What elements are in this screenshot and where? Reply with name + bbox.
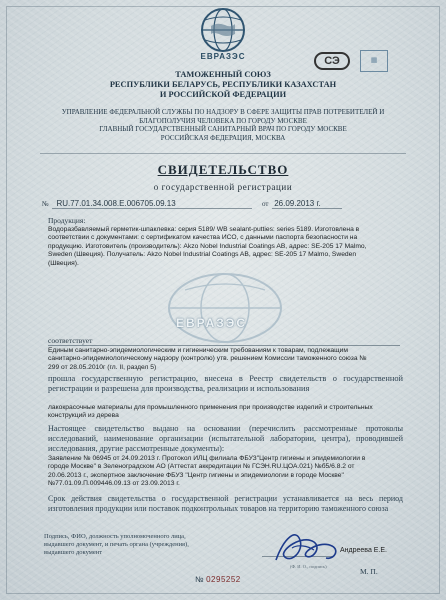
date-underline — [272, 208, 342, 209]
sanitary-mark: СЭ — [314, 52, 350, 70]
authority-line: РОССИЙСКАЯ ФЕДЕРАЦИЯ, МОСКВА — [160, 133, 286, 142]
watermark-word: ЕВРАЗЭС — [176, 316, 248, 330]
product-line: Водоразбавляемый герметик-шпаклевка: серия 5189/ WB sealant-putties: series 5189. Изготовлена в — [48, 226, 360, 233]
basis-line: городе Москве" в Зеленоградском АО (Аттестат аккредитации № ГСЭН.RU.ЦОА.021) №б5/6.8.2 от — [48, 463, 355, 471]
number-underline — [52, 208, 252, 209]
registration-number — [42, 199, 176, 208]
authority-line: ГЛАВНЫЙ ГОСУДАРСТВЕННЫЙ САНИТАРНЫЙ ВРАЧ ПО ГОРОДУ МОСКВЕ — [99, 125, 347, 134]
validity-statement: Срок действия свидетельства о государственной регистрации устанавливается на весь период изготовления продукции или поставок подконтрольных товаров на территорию таможенного союза — [48, 494, 403, 513]
document-subtitle: о государственной регистрации — [153, 182, 293, 192]
signatory-caption — [44, 533, 219, 557]
union-line: И РОССИЙСКОЙ ФЕДЕРАЦИИ — [159, 90, 287, 99]
conformity-requirements — [48, 347, 400, 372]
conformity-label: соответствует — [48, 336, 93, 345]
stamp-place-label: М. П. — [360, 567, 378, 576]
product-line: соответствии с документами: с сертификатом качества ИСО, с данными паспорта безопасности на — [48, 234, 358, 242]
eurasec-logo — [191, 6, 255, 64]
registry-statement: прошла государственную регистрацию, внесена в Реестр свидетельств о государственной регистрации и разрешена для производства, реализации и использования — [48, 374, 403, 393]
signer-caption: (Ф. И. О., подпись) — [290, 564, 327, 569]
form-serial-number — [195, 575, 241, 584]
signatory-line: Подпись, ФИО, должность уполномоченного лица, — [44, 533, 186, 540]
requirement-line: Единым санитарно-эпидемиологическим и гигиеническим требованиям к товарам, подлежащим — [48, 347, 348, 354]
requirement-line: 299 от 28.05.2010г (гл. II, раздел 5) — [48, 363, 157, 371]
conformity-rule — [48, 345, 400, 346]
signatory-line: выдавшего документ — [44, 549, 103, 556]
number-label: № — [42, 200, 49, 208]
union-line: ТАМОЖЕННЫЙ СОЮЗ — [175, 70, 271, 79]
basis-documents — [48, 455, 400, 489]
usage-line: конструкций из дерева — [48, 412, 119, 420]
usage-scope — [48, 404, 400, 421]
product-description — [48, 226, 400, 268]
union-line: РЕСПУБЛИКИ БЕЛАРУСЬ, РЕСПУБЛИКИ КАЗАХСТАН — [109, 80, 337, 89]
product-line: продукцию. Изготовитель (производитель): Akzo Nobel Industrial Coatings AB, адрес: SE-205 17 Malmo, — [48, 242, 367, 250]
signer-name: Андреева Е.Е. — [340, 547, 388, 554]
date-label: от — [262, 200, 269, 208]
serial-value: 0295252 — [206, 575, 241, 584]
basis-line: 20.06.2013 г., экспертное заключение ФБУЗ "Центр гигиены и эпидемиологии в городе Москве" — [48, 471, 344, 479]
basis-statement: Настоящее свидетельство выдано на основании (перечислить рассмотренные протоколы исследований, наименование организации (испытательной лаборатории, центра), проводившей исследования, другие рассмотренные документы): — [48, 424, 403, 453]
product-line: (Швеция). — [48, 259, 79, 267]
globe-emblem-icon — [197, 6, 249, 54]
authority-line: БЛАГОПОЛУЧИЯ ЧЕЛОВЕКА ПО ГОРОДУ МОСКВЕ — [139, 116, 307, 125]
basis-line: №77.01.09.П.009446.09.13 от 23.09.2013 г. — [48, 480, 180, 488]
basis-line: Заявление № 06945 от 24.09.2013 г. Протокол ИЛЦ филиала ФБУЗ"Центр гигиены и эпидемиологии в — [48, 455, 366, 462]
number-value: RU.77.01.34.008.Е.006705.09.13 — [56, 199, 176, 208]
document-title: СВИДЕТЕЛЬСТВО — [157, 162, 289, 177]
authority-line: УПРАВЛЕНИЕ ФЕДЕРАЛЬНОЙ СЛУЖБЫ ПО НАДЗОРУ В СФЕРЕ ЗАЩИТЫ ПРАВ ПОТРЕБИТЕЛЕЙ И — [61, 108, 385, 116]
signatory-line: выдавшего документ, и печать органа (учреждения), — [44, 541, 189, 548]
authority-caption-rule — [40, 147, 406, 154]
serial-prefix: № — [195, 575, 205, 584]
product-line: Sweden (Швеция). Получатель: Akzo Nobel Industrial Coatings AB, адрес: SE-205 17 Malmo, Sweden — [48, 251, 357, 259]
logo-word: ЕВРАЗЭС — [200, 52, 246, 61]
requirement-line: санитарно-эпидемиологическому надзору (контролю) утв. решением Комиссии таможенного союза № — [48, 355, 367, 363]
union-header — [0, 70, 446, 100]
product-label: Продукция: — [48, 216, 86, 225]
issuing-authority — [0, 108, 446, 142]
usage-line: лакокрасочные материалы для промышленного применения при производстве изделий и строительных — [48, 404, 373, 411]
registration-date — [262, 199, 321, 208]
blue-stamp-icon: ▦ — [360, 50, 388, 72]
date-value: 26.09.2013 г. — [274, 199, 321, 208]
